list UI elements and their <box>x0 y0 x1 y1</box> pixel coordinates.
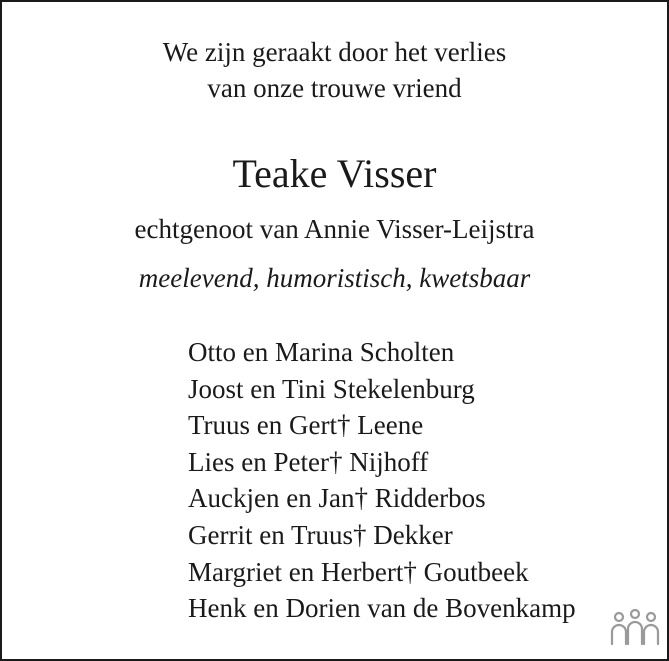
signer-item: Lies en Peter† Nijhoff <box>188 446 429 477</box>
intro-line-1: We zijn geraakt door het verlies <box>162 37 507 67</box>
signer-item: Truus en Gert† Leene <box>188 410 424 441</box>
spouse-line: echtgenoot van Annie Visser-Leijstra <box>134 214 535 244</box>
signer-item: Gerrit en Truus† Dekker <box>188 519 453 550</box>
signer-item: Auckjen en Jan† Ridderbos <box>188 483 486 514</box>
intro-line-2: van onze trouwe vriend <box>207 73 462 103</box>
people-group-icon <box>609 608 661 648</box>
qualities-line: meelevend, humoristisch, kwetsbaar <box>138 263 531 293</box>
signer-item: Margriet en Herbert† Goutbeek <box>188 556 529 587</box>
signer-item: Henk en Dorien van de Bovenkamp <box>188 593 576 624</box>
deceased-name: Teake Visser <box>232 151 437 196</box>
signer-item: Joost en Tini Stekelenburg <box>188 373 475 404</box>
signer-item: Otto en Marina Scholten <box>188 337 455 367</box>
signers-list <box>188 334 576 627</box>
